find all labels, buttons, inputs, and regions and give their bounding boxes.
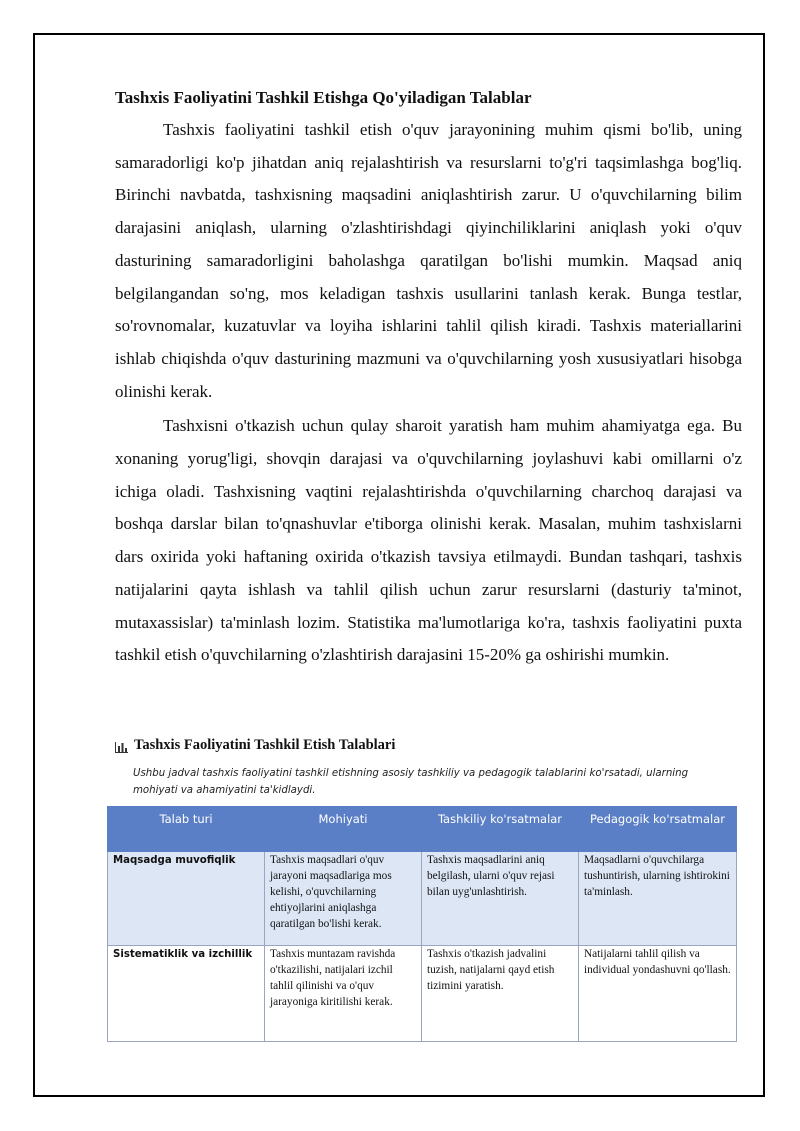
table-row [108,852,737,946]
bar-chart-icon [115,740,128,751]
table-cell: Tashxis o'tkazish jadvalini tuzish, natijalarni qayd etish tizimini yaratish. [422,946,579,1042]
header-cell: Pedagogik ko'rsatmalar [579,807,737,852]
table-caption: Ushbu jadval tashxis faoliyatini tashkil etishning asosiy tashkiliy va pedagogik talablarini ko'rsatadi, ularning mohiyati va ahamiyatini ta'kidlaydi. [133,768,689,796]
table-cell: Tashxis maqsadlari o'quv jarayoni maqsadlariga mos kelishi, o'quvchilarning ehtiyojlarini aniqlashga qaratilgan bo'lishi kerak. [265,852,422,946]
paragraph-1: Tashxis faoliyatini tashkil etish o'quv jarayonining muhim qismi bo'lib, uning samaradorligi ko'p jihatdan aniq rejalashtirish va resurslarni to'g'ri taqsimlashga bog'liq. Birinchi navbatda, tashxisning maqsadini aniqlashtirish zarur. U o'quvchilarning bilim darajasini aniqlash, ularning o'zlashtirishdagi qiyinchiliklarini aniqlash yoki o'quv dasturining samaradorligini baholashga qaratilgan bo'lishi mumkin. Maqsad aniq belgilangandan so'ng, mos keladigan tashxis usullarini tanlash kerak. Bunga testlar, so'rovnomalar, kuzatuvlar va loyiha ishlarini tahlil qilish kiradi. Tashxis materiallarini ishlab chiqishda o'quv dasturining mazmuni va o'quvchilarning yosh xususiyatlari hisobga olinishi kerak. [115,120,742,401]
table-cell: Tashxis muntazam ravishda o'tkazilishi, natijalari izchil tahlil qilinishi va o'quv jarayoniga kiritilishi kerak. [265,946,422,1042]
table-cell: Tashxis maqsadlarini aniq belgilash, ularni o'quv rejasi bilan uyg'unlashtirish. [422,852,579,946]
header-cell: Talab turi [108,807,265,852]
table-cell: Natijalarni tahlil qilish va individual yondashuvni qo'llash. [579,946,737,1042]
table-title-text: Tashxis Faoliyatini Tashkil Etish Talablari [134,737,396,753]
table-row [108,946,737,1042]
header-cell: Mohiyati [265,807,422,852]
table-header-row [108,807,737,852]
table-cell: Maqsadlarni o'quvchilarga tushuntirish, ularning ishtirokini ta'minlash. [579,852,737,946]
table-title [115,736,395,754]
paragraph-2: Tashxisni o'tkazish uchun qulay sharoit yaratish ham muhim ahamiyatga ega. Bu xonaning yorug'ligi, shovqin darajasi va o'quvchilarning joylashuvi kabi omillarni o'z ichiga oladi. Tashxisning vaqtini rejalashtirishda o'quvchilarning charchoq darajasi va boshqa darslar bilan to'qnashuvlar e'tiborga olinishi kerak. Masalan, muhim tashxislarni dars oxirida yoki haftaning oxirida o'tkazish tavsiya etilmaydi. Bundan tashqari, tashxis natijalarini qayta ishlash va tahlil qilish uchun zarur resurslarni (dasturiy ta'minot, mutaxassislar) ta'minlash lozim. Statistika ma'lumotlariga ko'ra, tashxis faoliyatini puxta tashkil etish o'quvchilarning o'zlashtirish darajasini 15-20% ga oshirishi mumkin. [115,416,742,665]
requirements-table [107,806,737,1042]
table-cell: Maqsadga muvofiqlik [108,852,265,946]
table-cell: Sistematiklik va izchillik [108,946,265,1042]
section-heading: Tashxis Faoliyatini Tashkil Etishga Qo'yiladigan Talablar [115,88,532,107]
header-cell: Tashkiliy ko'rsatmalar [422,807,579,852]
document-body [115,86,742,672]
